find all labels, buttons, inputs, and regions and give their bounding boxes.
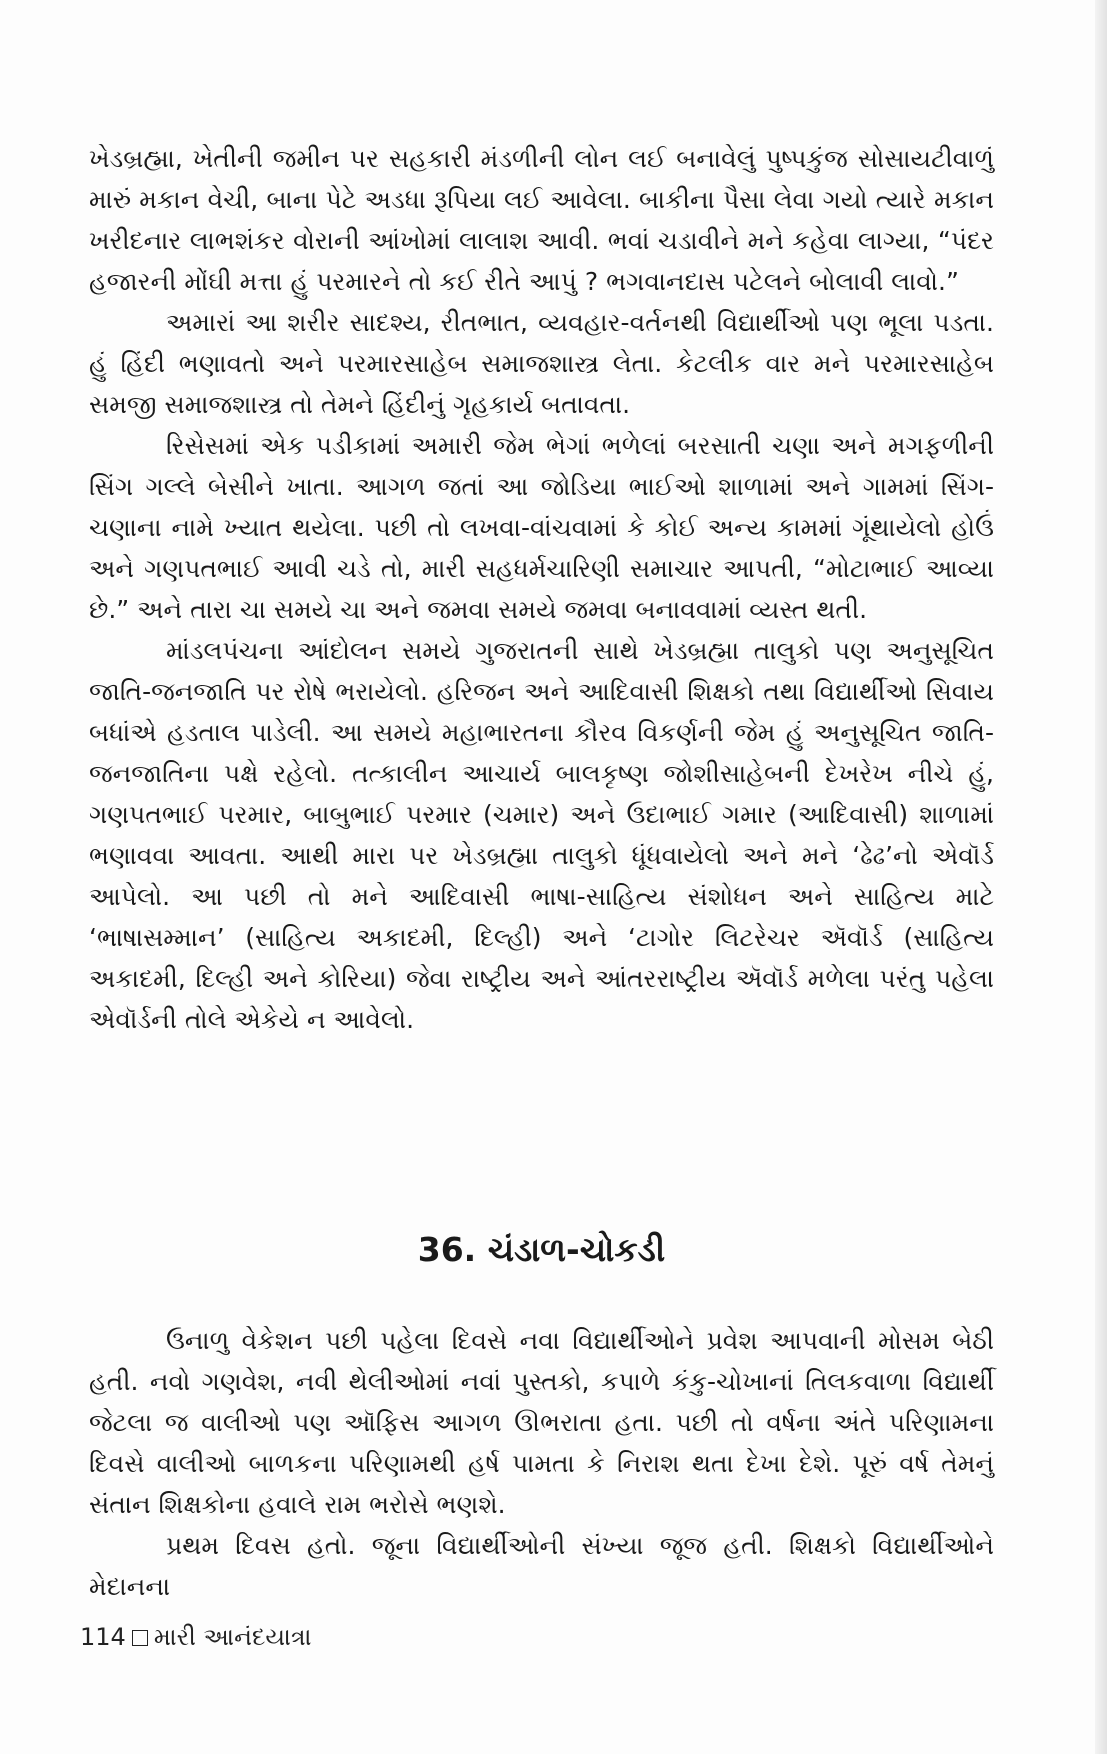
- paragraph: પ્રથમ દિવસ હતો. જૂના વિદ્યાર્થીઓની સંખ્યા જૂજ હતી. શિક્ષકો વિદ્યાર્થીઓને મેદાનના: [89, 1531, 994, 1601]
- paragraph: અમારાં આ શરીર સાદશ્ય, રીતભાત, વ્યવહાર-વર્તનથી વિદ્યાર્થીઓ પણ ભૂલા પડતા. હું હિંદી ભણાવતો અને પરમારસાહેબ સમાજશાસ્ત્ર લેતા. કેટલીક વાર મને પરમારસાહેબ સમજી સમાજશાસ્ત્ર તો તેમને હિંદીનું ગૃહકાર્ય બતાવતા.: [89, 308, 994, 419]
- paragraph: ખેડબ્રહ્મા, ખેતીની જમીન પર સહકારી મંડળીની લોન લઈ બનાવેલું પુષ્પકુંજ સોસાયટીવાળું મારું મકાન વેચી, બાના પેટે અડધા રૂપિયા લઈ આવેલા. બાકીના પૈસા લેવા ગયો ત્યારે મકાન ખરીદનાર લાભશંકર વોરાની આંખોમાં લાલાશ આવી. ભવાં ચડાવીને મને કહેવા લાગ્યા, “પંદર હજારની મોંઘી મત્તા હું પરમારને તો કઈ રીતે આપું ? ભગવાનદાસ પટેલને બોલાવી લાવો.”: [89, 144, 994, 296]
- body-text-bottom: [89, 1320, 994, 1607]
- paragraph: રિસેસમાં એક પડીકામાં અમારી જેમ ભેગાં ભળેલાં બરસાતી ચણા અને મગફળીની સિંગ ગલ્લે બેસીને ખાતા. આગળ જતાં આ જોડિયા ભાઈઓ શાળામાં અને ગામમાં સિંગ-ચણાના નામે ખ્યાત થયેલા. પછી તો લખવા-વાંચવામાં કે કોઈ અન્ય કામમાં ગૂંથાયેલો હોઉં અને ગણપતભાઈ આવી ચડે તો, મારી સહધર્મચારિણી સમાચાર આપતી, “મોટાભાઈ આવ્યા છે.” અને તારા ચા સમયે ચા અને જમવા સમયે જમવા બનાવવામાં વ્યસ્ત થતી.: [89, 431, 994, 624]
- chapter-heading: 36. ચંડાળ-ચોકડી: [417, 1230, 666, 1269]
- book-title: મારી આનંદયાત્રા: [153, 1623, 312, 1651]
- paragraph: ઉનાળુ વેકેશન પછી પહેલા દિવસે નવા વિદ્યાર્થીઓને પ્રવેશ આપવાની મોસમ બેઠી હતી. નવો ગણવેશ, નવી થેલીઓમાં નવાં પુસ્તકો, કપાળે કંકુ-ચોખાનાં તિલકવાળા વિદ્યાર્થી જેટલા જ વાલીઓ પણ ઑફિસ આગળ ઊભરાતા હતા. પછી તો વર્ષના અંતે પરિણામના દિવસે વાલીઓ બાળકના પરિણામથી હર્ષ પામતા કે નિરાશ થતા દેખા દેશે. પૂરું વર્ષ તેમનું સંતાન શિક્ષકોના હવાલે રામ ભરોસે ભણશે.: [89, 1326, 994, 1519]
- body-text-top: [89, 138, 994, 1040]
- paragraph: માંડલપંચના આંદોલન સમયે ગુજરાતની સાથે ખેડબ્રહ્મા તાલુકો પણ અનુસૂચિત જાતિ-જનજાતિ પર રોષે ભરાયેલો. હરિજન અને આદિવાસી શિક્ષકો તથા વિદ્યાર્થીઓ સિવાય બધાંએ હડતાલ પાડેલી. આ સમયે મહાભારતના કૌરવ વિકર્ણની જેમ હું અનુસૂચિત જાતિ-જનજાતિના પક્ષે રહેલો. તત્કાલીન આચાર્ય બાલકૃષ્ણ જોશીસાહેબની દેખરેખ નીચે હું, ગણપતભાઈ પરમાર, બાબુભાઈ પરમાર (ચમાર) અને ઉદાભાઈ ગમાર (આદિવાસી) શાળામાં ભણાવવા આવતા. આથી મારા પર ખેડબ્રહ્મા તાલુકો ધૂંધવાયેલો અને મને ‘ઢેઢ’નો એવૉર્ડ આપેલો. આ પછી તો મને આદિવાસી ભાષા-સાહિત્ય સંશોધન અને સાહિત્ય માટે ‘ભાષાસમ્માન’ (સાહિત્ય અકાદમી, દિલ્હી) અને ‘ટાગોર લિટરેચર ઍવૉર્ડ (સાહિત્ય અકાદમી, દિલ્હી અને કોરિયા) જેવા રાષ્ટ્રીય અને આંતરરાષ્ટ્રીય ઍવૉર્ડ મળેલા પરંતુ પહેલા એવૉર્ડની તોલે એકેયે ન આવેલો.: [89, 636, 994, 1034]
- page-footer: [80, 1622, 312, 1652]
- page-edge: [1095, 0, 1107, 1754]
- page-number: 114: [80, 1623, 126, 1651]
- square-separator-icon: [132, 1630, 148, 1646]
